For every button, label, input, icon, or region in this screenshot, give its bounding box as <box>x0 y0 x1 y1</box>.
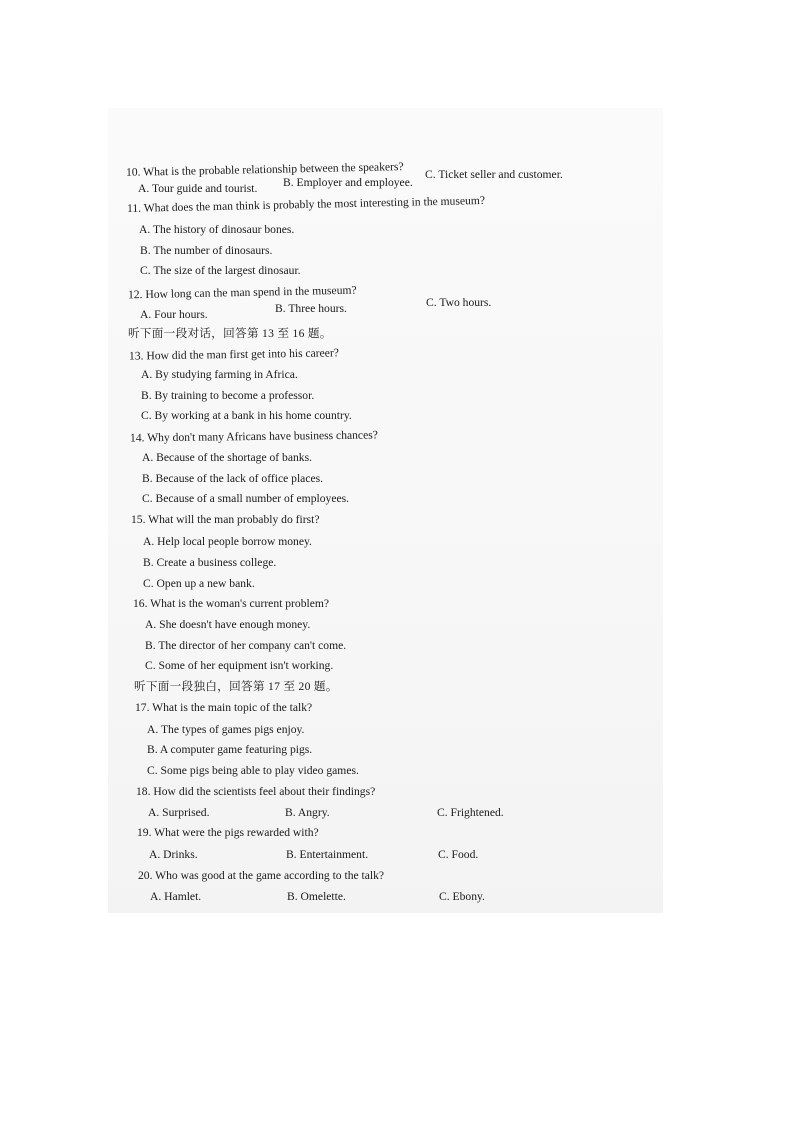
question-17: 17. What is the main topic of the talk? <box>135 701 313 714</box>
q16-option-a: A. She doesn't have enough money. <box>145 618 311 631</box>
question-15: 15. What will the man probably do first? <box>131 513 320 526</box>
q15-option-b: B. Create a business college. <box>143 556 277 569</box>
q13-option-a: A. By studying farming in Africa. <box>141 368 298 381</box>
q14-option-b: B. Because of the lack of office places. <box>142 472 324 485</box>
q18-option-c: C. Frightened. <box>437 806 504 819</box>
question-18: 18. How did the scientists feel about their findings? <box>136 785 376 798</box>
q19-option-c: C. Food. <box>438 848 479 861</box>
q13-option-c: C. By working at a bank in his home country. <box>141 409 352 422</box>
q13-option-b: B. By training to become a professor. <box>141 389 315 402</box>
q15-option-a: A. Help local people borrow money. <box>143 535 312 548</box>
question-14: 14. Why don't many Africans have business chances? <box>129 428 378 445</box>
question-12: 12. How long can the man spend in the museum? <box>127 283 357 302</box>
q10-option-b: B. Employer and employee. <box>283 176 413 189</box>
q19-option-a: A. Drinks. <box>149 848 198 861</box>
q12-option-b: B. Three hours. <box>275 302 347 315</box>
q18-option-b: B. Angry. <box>285 806 330 819</box>
question-13: 13. How did the man first get into his career? <box>128 346 340 363</box>
q16-option-b: B. The director of her company can't come. <box>145 639 347 652</box>
q18-option-a: A. Surprised. <box>148 806 210 819</box>
q11-option-b: B. The number of dinosaurs. <box>140 244 273 257</box>
q15-option-c: C. Open up a new bank. <box>143 577 255 590</box>
q12-option-c: C. Two hours. <box>426 296 492 309</box>
q19-option-b: B. Entertainment. <box>286 848 369 861</box>
question-20: 20. Who was good at the game according to the talk? <box>138 869 385 882</box>
instruction-17-20: 听下面一段独白，回答第 17 至 20 题。 <box>134 680 338 693</box>
q12-option-a: A. Four hours. <box>140 308 208 321</box>
question-16: 16. What is the woman's current problem? <box>133 597 330 610</box>
q14-option-a: A. Because of the shortage of banks. <box>142 451 312 464</box>
q17-option-c: C. Some pigs being able to play video games. <box>147 764 359 777</box>
q16-option-c: C. Some of her equipment isn't working. <box>145 659 334 672</box>
question-11: 11. What does the man think is probably the most interesting in the museum? <box>126 193 486 216</box>
q17-option-a: A. The types of games pigs enjoy. <box>147 723 305 736</box>
question-19: 19. What were the pigs rewarded with? <box>137 826 319 839</box>
q14-option-c: C. Because of a small number of employees. <box>142 492 350 505</box>
q20-option-a: A. Hamlet. <box>150 890 202 903</box>
q20-option-c: C. Ebony. <box>439 890 485 903</box>
q11-option-c: C. The size of the largest dinosaur. <box>140 264 301 277</box>
question-10: 10. What is the probable relationship between the speakers? <box>125 160 404 179</box>
instruction-13-16: 听下面一段对话，回答第 13 至 16 题。 <box>128 327 332 340</box>
q10-option-a: A. Tour guide and tourist. <box>138 182 258 195</box>
q20-option-b: B. Omelette. <box>287 890 346 903</box>
q10-option-c: C. Ticket seller and customer. <box>425 168 563 181</box>
q17-option-b: B. A computer game featuring pigs. <box>147 743 313 756</box>
q11-option-a: A. The history of dinosaur bones. <box>139 223 295 236</box>
